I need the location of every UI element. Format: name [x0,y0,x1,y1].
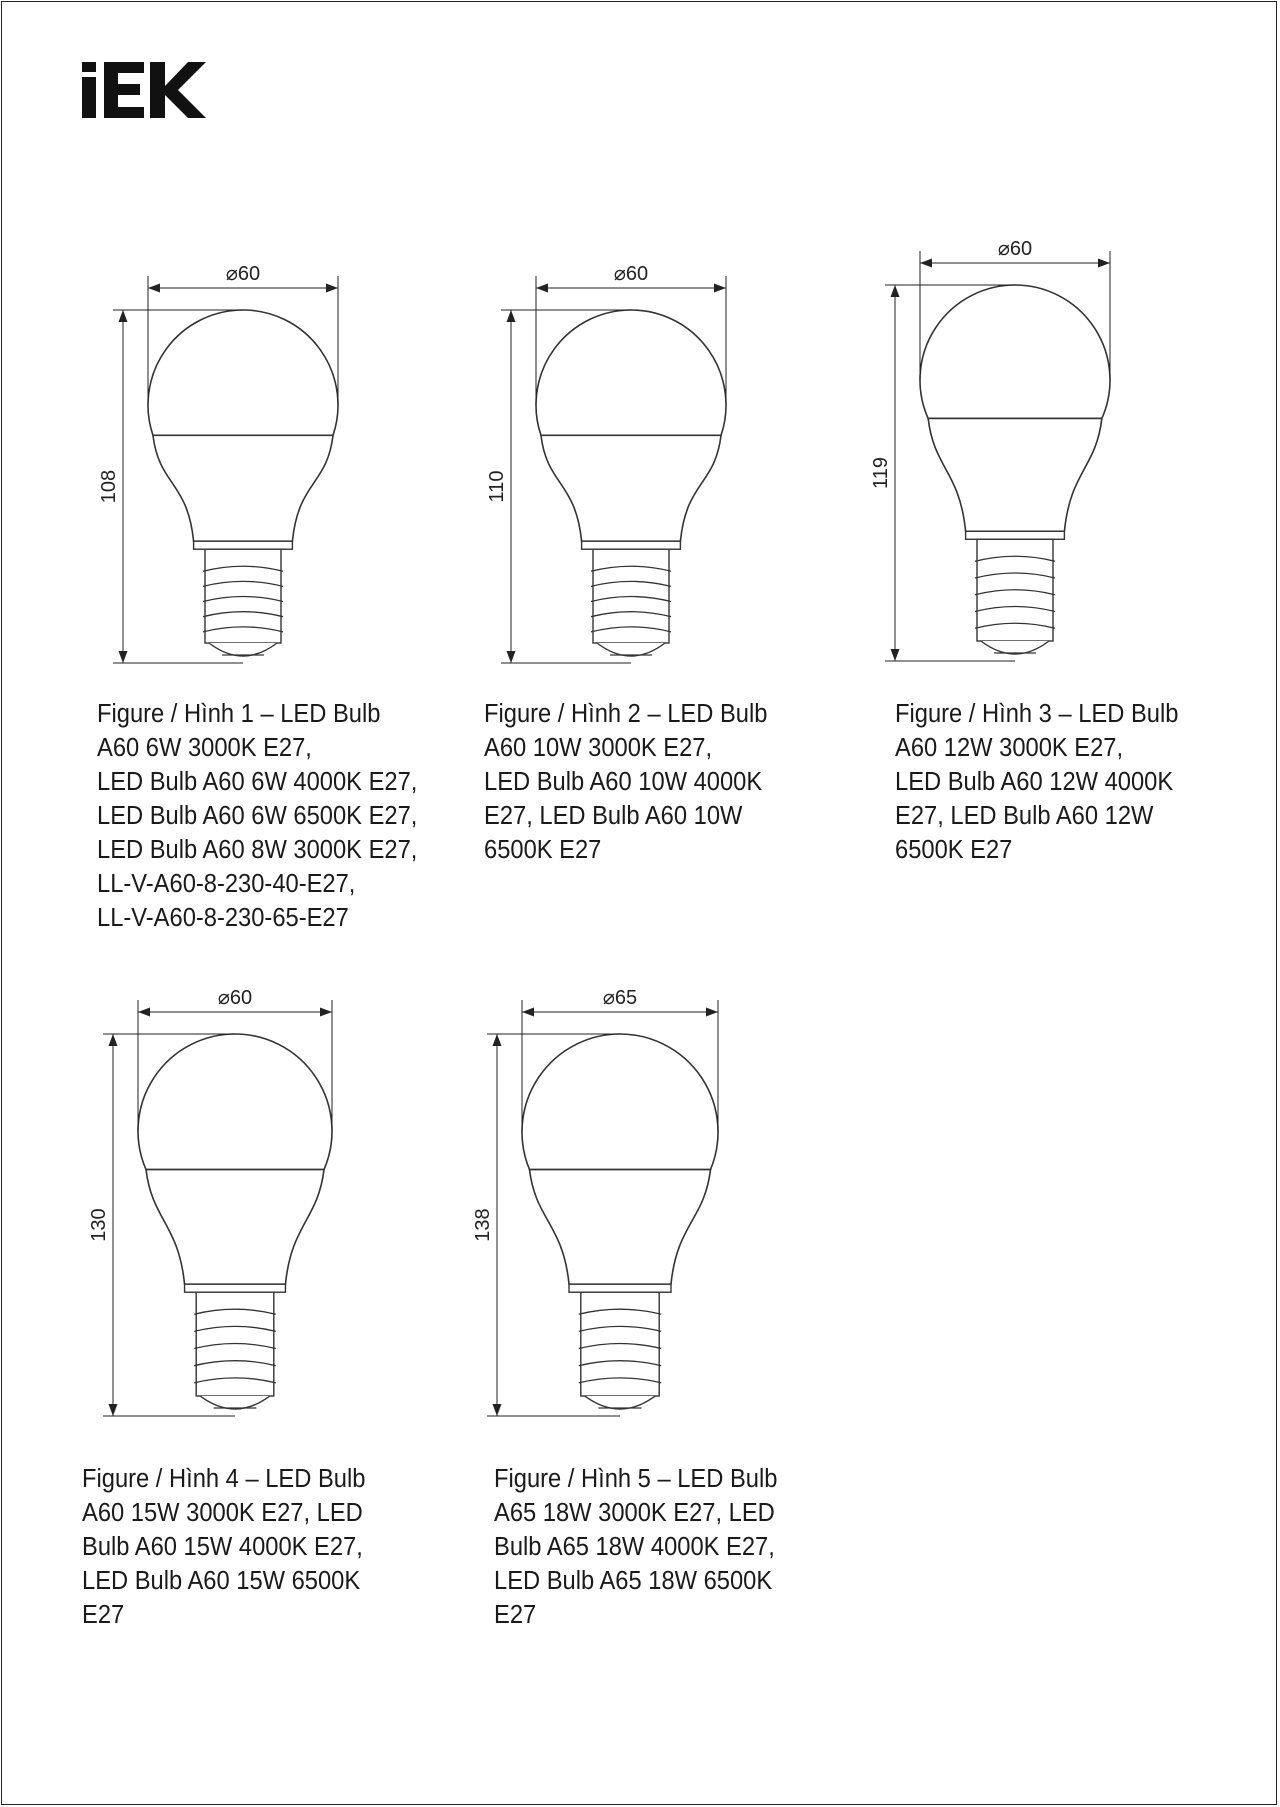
iek-logo [82,62,206,120]
height-arrow-top [109,1034,118,1046]
bulb-collar [194,541,293,549]
bulb-housing [146,1170,324,1285]
figure-2 [488,250,748,670]
bulb-housing [530,1170,711,1285]
height-arrow-top [507,310,516,322]
diameter-arrow-right [320,1008,332,1017]
height-arrow-bottom [119,651,128,663]
bulb-housing [153,435,333,541]
bulb-contact-tip [981,641,1049,654]
bulb-contact-tip [200,1396,270,1409]
caption-figure-5: Figure / Hình 5 – LED Bulb A65 18W 3000K E27, LED Bulb A65 18W 4000K E27, LED Bulb A65 18W 6500K E27 [494,1465,778,1629]
bulb-contact-tip [597,643,665,656]
caption-figure-4: Figure / Hình 4 – LED Bulb A60 15W 3000K E27, LED Bulb A60 15W 4000K E27, LED Bulb A60 15W 6500K E27 [82,1465,366,1629]
bulb-globe [536,310,726,435]
bulb-housing [928,418,1102,531]
bulb-collar [185,1284,286,1292]
height-arrow-top [119,310,128,322]
height-arrow-top [891,285,900,297]
diameter-arrow-left [920,259,932,268]
diameter-arrow-right [326,284,338,293]
caption-figure-1: Figure / Hình 1 – LED Bulb A60 6W 3000K E27, LED Bulb A60 6W 4000K E27, LED Bulb A60 6W 6500K E27, LED Bulb A60 8W 3000K E27, LL-V-A60-8-230-40-E27, LL-V-A60-8-230-65-E27 [97,700,418,932]
diameter-arrow-left [148,284,160,293]
bulb-drawing-3 [870,218,1140,670]
height-label: 138 [472,1208,494,1242]
bulb-drawing-5 [470,982,730,1422]
bulb-globe [920,285,1110,418]
bulb-contact-tip [209,643,277,656]
caption-figure-2: Figure / Hình 2 – LED Bulb A60 10W 3000K E27, LED Bulb A60 10W 4000K E27, LED Bulb A60 10W 6500K E27 [484,700,768,864]
figure-3 [870,218,1140,670]
height-arrow-bottom [109,1404,118,1416]
diameter-arrow-left [138,1008,150,1017]
height-arrow-bottom [493,1404,502,1416]
height-label: 108 [98,469,120,504]
height-arrow-bottom [891,649,900,661]
height-arrow-top [493,1034,502,1046]
diameter-arrow-left [522,1008,534,1017]
diameter-arrow-right [1098,259,1110,268]
height-label: 119 [870,457,892,489]
diameter-arrow-right [714,284,726,293]
diameter-label: ⌀60 [217,987,253,1009]
figure-4 [86,982,346,1422]
height-label: 110 [486,470,508,503]
bulb-globe [522,1034,718,1170]
bulb-collar [582,541,681,549]
height-label: 130 [88,1208,110,1242]
caption-figure-3: Figure / Hình 3 – LED Bulb A60 12W 3000K E27, LED Bulb A60 12W 4000K E27, LED Bulb A60 12W 6500K E27 [895,700,1179,864]
bulb-drawing-4 [86,982,346,1422]
bulb-housing [541,435,721,541]
bulb-drawing-1 [100,250,360,670]
diameter-arrow-right [706,1008,718,1017]
diameter-arrow-left [536,284,548,293]
bulb-collar [966,531,1065,539]
bulb-contact-tip [585,1396,655,1409]
diameter-label: ⌀60 [225,263,261,285]
bulb-globe [138,1034,332,1170]
bulb-collar [569,1284,671,1292]
diameter-label: ⌀60 [997,238,1033,260]
height-arrow-bottom [507,651,516,663]
figure-5 [470,982,730,1422]
diameter-label: ⌀65 [602,987,638,1009]
diameter-label: ⌀60 [613,263,649,285]
bulb-globe [148,310,338,435]
bulb-drawing-2 [488,250,748,670]
figure-1 [100,250,360,670]
